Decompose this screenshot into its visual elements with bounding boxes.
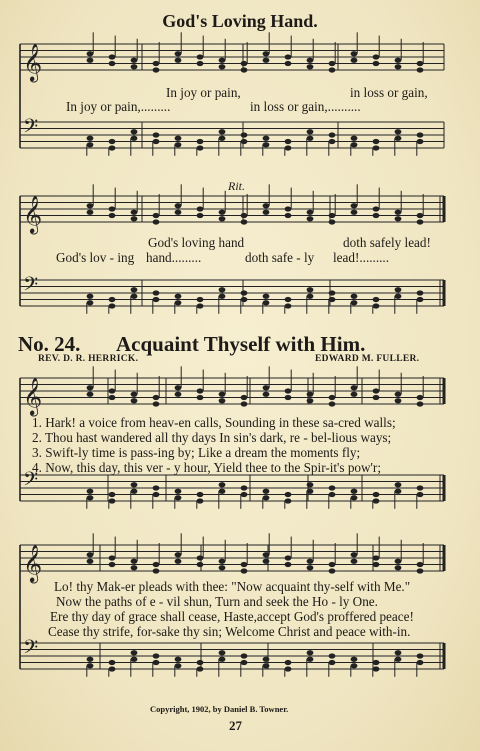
note-head	[329, 297, 336, 302]
note-head	[395, 210, 402, 215]
note-head	[329, 562, 336, 567]
note-head	[307, 489, 314, 494]
note-head	[241, 660, 248, 665]
note-head	[197, 666, 204, 671]
note-head	[87, 136, 94, 141]
note-head	[307, 129, 314, 134]
note-head	[153, 653, 160, 658]
note-head	[241, 297, 248, 302]
hymn-number: No. 24.	[18, 332, 81, 356]
bass-clef: 𝄢	[23, 635, 39, 664]
note-head	[417, 67, 424, 72]
note-head	[395, 129, 402, 134]
note-head	[153, 139, 160, 144]
note-head	[131, 398, 138, 403]
note-head	[153, 290, 160, 295]
note-head	[351, 136, 358, 141]
lyric-line: in loss or gain,	[350, 85, 428, 100]
note-head	[109, 54, 116, 59]
note-head	[417, 213, 424, 218]
note-head	[307, 392, 314, 397]
note-head	[197, 145, 204, 150]
note-head	[351, 392, 358, 397]
note-head	[395, 482, 402, 487]
note-head	[153, 213, 160, 218]
note-head	[87, 385, 94, 390]
verse-line: 4. Now, this day, this ver - y hour, Yield thee to the Spir-it's pow'r;	[32, 460, 381, 475]
note-head	[175, 294, 182, 299]
note-head	[131, 650, 138, 655]
bass-clef: 𝄢	[23, 114, 39, 143]
note-head	[351, 559, 358, 564]
note-head	[351, 210, 358, 215]
note-head	[373, 555, 380, 560]
note-head	[351, 495, 358, 500]
note-head	[87, 657, 94, 662]
note-head	[373, 297, 380, 302]
note-head	[373, 61, 380, 66]
note-head	[175, 663, 182, 668]
note-head	[219, 136, 226, 141]
note-head	[351, 300, 358, 305]
note-head	[109, 145, 116, 150]
note-head	[219, 398, 226, 403]
note-head	[307, 398, 314, 403]
note-head	[241, 290, 248, 295]
note-head	[263, 300, 270, 305]
note-head	[219, 210, 226, 215]
note-head	[395, 287, 402, 292]
note-head	[109, 213, 116, 218]
note-head	[417, 219, 424, 224]
note-head	[285, 61, 292, 66]
note-head	[263, 294, 270, 299]
note-head	[285, 660, 292, 665]
lyric-line: in loss or gain,..........	[250, 99, 361, 114]
note-head	[351, 489, 358, 494]
note-head	[241, 213, 248, 218]
note-head	[307, 58, 314, 63]
note-head	[87, 210, 94, 215]
note-head	[417, 485, 424, 490]
note-head	[87, 552, 94, 557]
lyric-line: lead!.........	[333, 250, 390, 265]
note-head	[241, 562, 248, 567]
note-head	[197, 297, 204, 302]
bass-clef: 𝄢	[23, 272, 39, 301]
lyric-line: In joy or pain,	[166, 85, 241, 100]
note-head	[329, 132, 336, 137]
note-head	[307, 650, 314, 655]
note-head	[351, 51, 358, 56]
note-head	[285, 206, 292, 211]
note-head	[153, 67, 160, 72]
note-head	[307, 136, 314, 141]
note-head	[373, 303, 380, 308]
note-head	[263, 142, 270, 147]
note-head	[241, 132, 248, 137]
note-head	[351, 294, 358, 299]
note-head	[307, 565, 314, 570]
note-head	[175, 552, 182, 557]
note-head	[153, 61, 160, 66]
treble-clef: 𝄞	[23, 377, 43, 415]
note-head	[285, 139, 292, 144]
note-head	[109, 206, 116, 211]
note-head	[417, 568, 424, 573]
note-head	[219, 294, 226, 299]
note-head	[87, 51, 94, 56]
note-head	[329, 395, 336, 400]
note-head	[351, 58, 358, 63]
note-head	[153, 485, 160, 490]
note-head	[417, 562, 424, 567]
note-head	[351, 552, 358, 557]
note-head	[285, 388, 292, 393]
verse-line: 2. Thou hast wandered all thy days In sin's dark, re - bel-lious ways;	[32, 430, 392, 445]
note-head	[373, 666, 380, 671]
verse-line: Now the paths of e - vil shun, Turn and seek the Ho - ly One.	[56, 594, 378, 609]
note-head	[285, 492, 292, 497]
note-head	[131, 489, 138, 494]
note-head	[87, 559, 94, 564]
note-head	[351, 203, 358, 208]
note-head	[175, 657, 182, 662]
note-head	[417, 132, 424, 137]
note-head	[131, 657, 138, 662]
note-head	[131, 565, 138, 570]
note-head	[219, 650, 226, 655]
note-head	[241, 395, 248, 400]
note-head	[263, 385, 270, 390]
note-head	[131, 216, 138, 221]
note-head	[197, 303, 204, 308]
note-head	[87, 58, 94, 63]
note-head	[329, 219, 336, 224]
note-head	[175, 51, 182, 56]
note-head	[197, 139, 204, 144]
note-head	[153, 132, 160, 137]
note-head	[263, 136, 270, 141]
note-head	[395, 565, 402, 570]
note-head	[307, 559, 314, 564]
note-head	[87, 663, 94, 668]
note-head	[219, 64, 226, 69]
note-head	[197, 54, 204, 59]
note-head	[109, 303, 116, 308]
note-head	[263, 663, 270, 668]
note-head	[131, 392, 138, 397]
note-head	[395, 136, 402, 141]
note-head	[87, 203, 94, 208]
author-credit: REV. D. R. HERRICK.	[38, 354, 139, 364]
note-head	[219, 216, 226, 221]
note-head	[87, 142, 94, 147]
note-head	[219, 489, 226, 494]
note-head	[219, 482, 226, 487]
note-head	[241, 653, 248, 658]
note-head	[417, 139, 424, 144]
note-head	[307, 482, 314, 487]
note-head	[263, 657, 270, 662]
note-head	[241, 492, 248, 497]
note-head	[175, 385, 182, 390]
note-head	[329, 492, 336, 497]
lyric-line: God's lov - ing	[56, 250, 135, 265]
lyric-line: God's loving hand	[148, 235, 245, 250]
note-head	[285, 213, 292, 218]
treble-clef: 𝄞	[23, 544, 43, 582]
note-head	[263, 203, 270, 208]
note-head	[131, 136, 138, 141]
note-head	[285, 297, 292, 302]
note-head	[109, 297, 116, 302]
note-head	[395, 392, 402, 397]
note-head	[263, 392, 270, 397]
note-head	[153, 219, 160, 224]
treble-clef: 𝄞	[23, 195, 43, 233]
note-head	[373, 213, 380, 218]
note-head	[373, 206, 380, 211]
note-head	[263, 210, 270, 215]
note-head	[219, 58, 226, 63]
note-head	[351, 657, 358, 662]
note-head	[395, 559, 402, 564]
note-head	[417, 660, 424, 665]
note-head	[153, 660, 160, 665]
note-head	[329, 139, 336, 144]
note-head	[241, 401, 248, 406]
page-number: 27	[229, 718, 242, 733]
note-head	[263, 489, 270, 494]
note-head	[197, 660, 204, 665]
note-head	[263, 559, 270, 564]
note-head	[219, 129, 226, 134]
note-head	[329, 213, 336, 218]
verse-line: Ere thy day of grace shall cease, Haste,accept God's proffered peace!	[50, 609, 414, 624]
note-head	[153, 562, 160, 567]
lyric-line: doth safe - ly	[245, 250, 315, 265]
verse-line: Lo! thy Mak-er pleads with thee: "Now acquaint thy-self with Me."	[54, 579, 411, 594]
note-head	[197, 555, 204, 560]
note-head	[285, 562, 292, 567]
note-head	[373, 498, 380, 503]
note-head	[197, 61, 204, 66]
composer-credit: EDWARD M. FULLER.	[315, 354, 420, 364]
note-head	[395, 489, 402, 494]
note-head	[307, 657, 314, 662]
note-head	[175, 559, 182, 564]
note-head	[417, 297, 424, 302]
bass-clef: 𝄢	[23, 467, 39, 496]
note-head	[263, 58, 270, 63]
note-head	[175, 136, 182, 141]
ritardando-mark: Rit.	[228, 179, 245, 193]
note-head	[351, 142, 358, 147]
note-head	[197, 395, 204, 400]
note-head	[109, 498, 116, 503]
note-head	[373, 139, 380, 144]
note-head	[329, 401, 336, 406]
note-head	[241, 139, 248, 144]
note-head	[109, 139, 116, 144]
note-head	[175, 495, 182, 500]
note-head	[131, 129, 138, 134]
note-head	[373, 660, 380, 665]
verse-line: 1. Hark! a voice from heav-en calls, Sounding in these sa-cred walls;	[32, 415, 396, 430]
note-head	[395, 294, 402, 299]
note-head	[109, 555, 116, 560]
note-head	[263, 495, 270, 500]
lyric-line: In joy or pain,.........	[66, 99, 171, 114]
note-head	[395, 216, 402, 221]
note-head	[395, 58, 402, 63]
note-head	[131, 64, 138, 69]
note-head	[417, 653, 424, 658]
note-head	[131, 294, 138, 299]
note-head	[329, 653, 336, 658]
note-head	[417, 290, 424, 295]
note-head	[373, 388, 380, 393]
note-head	[241, 61, 248, 66]
note-head	[87, 294, 94, 299]
note-head	[285, 555, 292, 560]
note-head	[175, 142, 182, 147]
note-head	[153, 297, 160, 302]
note-head	[307, 210, 314, 215]
lyric-line: doth safely lead!	[343, 235, 431, 250]
note-head	[373, 562, 380, 567]
note-head	[263, 51, 270, 56]
note-head	[329, 290, 336, 295]
note-head	[87, 392, 94, 397]
note-head	[307, 64, 314, 69]
note-head	[307, 216, 314, 221]
note-head	[175, 58, 182, 63]
hymn-title: God's Loving Hand.	[162, 11, 318, 31]
note-head	[329, 67, 336, 72]
note-head	[395, 657, 402, 662]
note-head	[417, 492, 424, 497]
note-head	[241, 485, 248, 490]
note-head	[395, 398, 402, 403]
note-head	[395, 64, 402, 69]
note-head	[241, 67, 248, 72]
note-head	[417, 395, 424, 400]
note-head	[285, 395, 292, 400]
note-head	[329, 485, 336, 490]
note-head	[307, 287, 314, 292]
note-head	[175, 210, 182, 215]
note-head	[109, 492, 116, 497]
note-head	[87, 495, 94, 500]
note-head	[131, 287, 138, 292]
note-head	[109, 61, 116, 66]
note-head	[373, 54, 380, 59]
note-head	[153, 492, 160, 497]
note-head	[285, 145, 292, 150]
note-head	[351, 385, 358, 390]
note-head	[241, 568, 248, 573]
note-head	[219, 392, 226, 397]
note-head	[329, 61, 336, 66]
note-head	[263, 552, 270, 557]
hymn-title: Acquaint Thyself with Him.	[116, 332, 366, 356]
note-head	[109, 666, 116, 671]
note-head	[329, 660, 336, 665]
verse-line: 3. Swift-ly time is pass-ing by; Like a dream the moments fly;	[32, 445, 361, 460]
note-head	[307, 294, 314, 299]
copyright-notice: Copyright, 1902, by Daniel B. Towner.	[150, 704, 289, 714]
note-head	[153, 401, 160, 406]
note-head	[219, 559, 226, 564]
note-head	[219, 565, 226, 570]
note-head	[285, 54, 292, 59]
note-head	[197, 388, 204, 393]
note-head	[109, 395, 116, 400]
note-head	[175, 392, 182, 397]
note-head	[109, 660, 116, 665]
note-head	[373, 395, 380, 400]
note-head	[175, 300, 182, 305]
note-head	[175, 489, 182, 494]
note-head	[131, 58, 138, 63]
note-head	[197, 498, 204, 503]
note-head	[417, 61, 424, 66]
note-head	[395, 650, 402, 655]
note-head	[87, 489, 94, 494]
note-head	[373, 492, 380, 497]
note-head	[285, 666, 292, 671]
note-head	[197, 562, 204, 567]
note-head	[153, 395, 160, 400]
note-head	[131, 210, 138, 215]
note-head	[285, 303, 292, 308]
note-head	[87, 300, 94, 305]
note-head	[417, 401, 424, 406]
note-head	[153, 568, 160, 573]
note-head	[109, 388, 116, 393]
lyric-line: hand.........	[146, 250, 202, 265]
treble-clef: 𝄞	[23, 43, 43, 81]
note-head	[329, 568, 336, 573]
note-head	[219, 287, 226, 292]
note-head	[131, 482, 138, 487]
note-head	[219, 657, 226, 662]
note-head	[285, 498, 292, 503]
note-head	[197, 492, 204, 497]
note-head	[241, 219, 248, 224]
note-head	[197, 206, 204, 211]
note-head	[131, 559, 138, 564]
verse-line: Cease thy strife, for-sake thy sin; Welcome Christ and peace with-in.	[48, 624, 411, 639]
note-head	[175, 203, 182, 208]
note-head	[109, 562, 116, 567]
note-head	[373, 145, 380, 150]
note-head	[351, 663, 358, 668]
note-head	[197, 213, 204, 218]
